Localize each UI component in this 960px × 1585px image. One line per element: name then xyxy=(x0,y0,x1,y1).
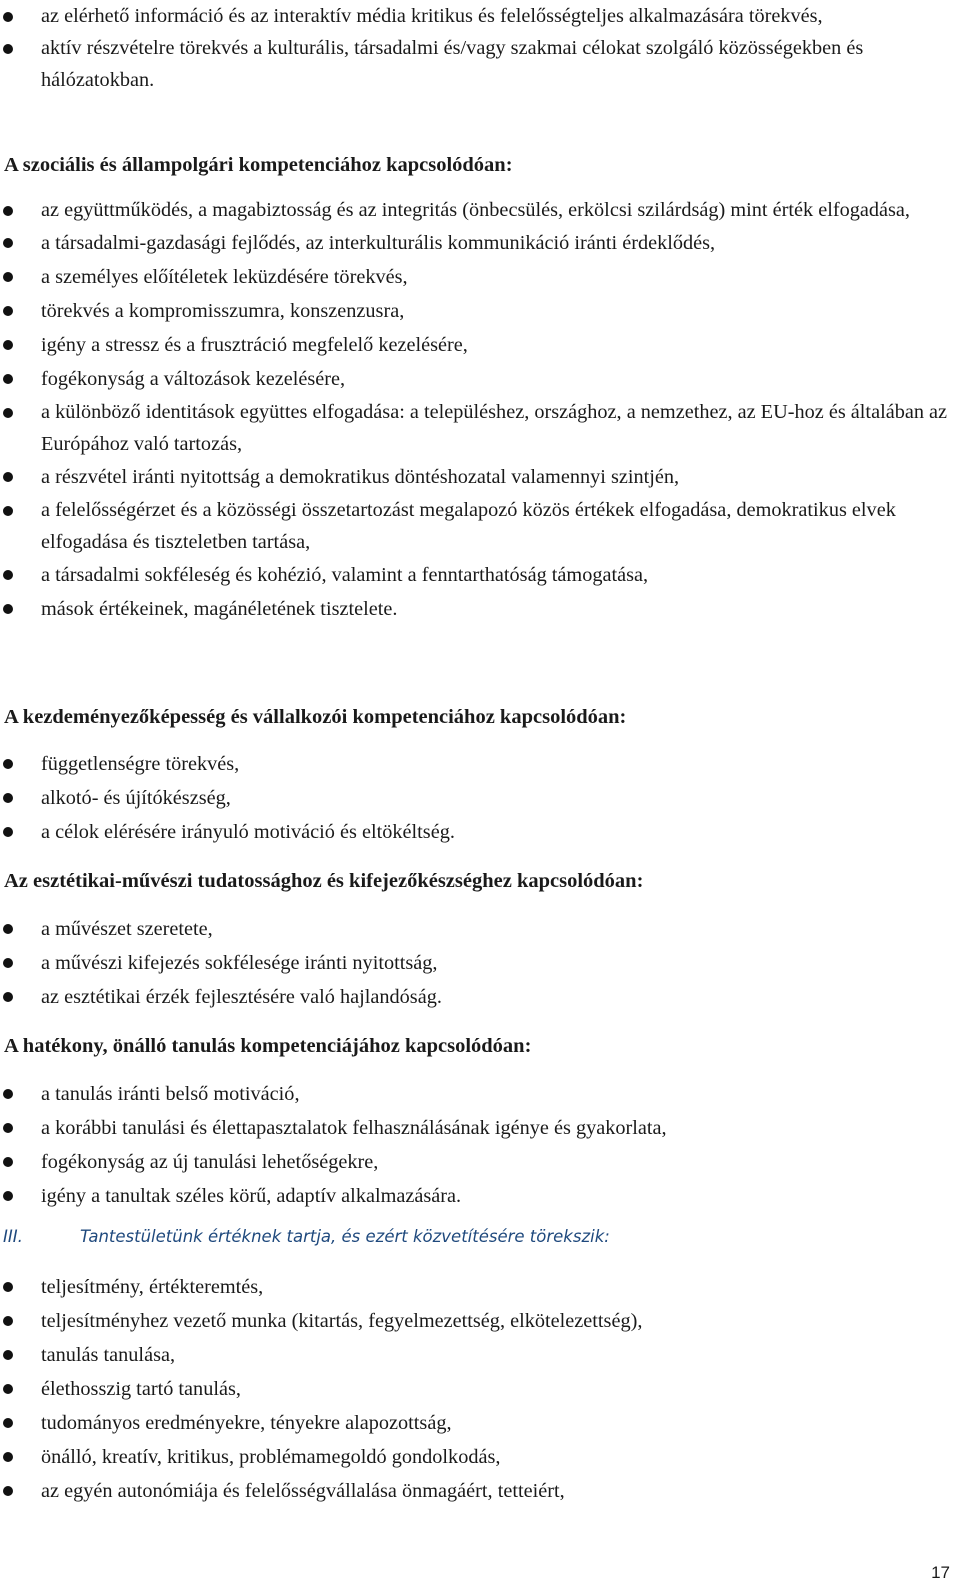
list-item: fogékonyság az új tanulási lehetőségekre, xyxy=(0,1145,960,1179)
list-item: a részvétel iránti nyitottság a demokratikus döntéshozatal valamennyi szintjén, xyxy=(0,460,960,494)
list-item: tanulás tanulása, xyxy=(0,1338,960,1372)
bullet-icon xyxy=(3,1384,13,1394)
list-item: teljesítményhez vezető munka (kitartás, fegyelmezettség, elkötelezettség), xyxy=(0,1304,960,1338)
list-item: önálló, kreatív, kritikus, problémamegoldó gondolkodás, xyxy=(0,1440,960,1474)
list-item: teljesítmény, értékteremtés, xyxy=(0,1270,960,1304)
bullet-icon xyxy=(3,1089,13,1099)
bullet-icon xyxy=(3,1157,13,1167)
bullet-icon xyxy=(3,1282,13,1292)
section-heading-aesthetic: Az esztétikai-művészi tudatossághoz és kifejezőkészséghez kapcsolódóan: xyxy=(4,870,644,892)
list-item: a személyes előítéletek leküzdésére törekvés, xyxy=(0,260,960,294)
list-item: a felelősségérzet és a közösségi összetartozást megalapozó közös értékek elfogadása, demokratikus elvek elfogadása és tiszteletben tartása, xyxy=(0,494,960,558)
section-number: III. xyxy=(3,1227,23,1246)
list-item: a művészet szeretete, xyxy=(0,912,960,946)
bullet-icon xyxy=(3,958,13,968)
bullet-icon xyxy=(3,1316,13,1326)
bullet-icon xyxy=(3,206,13,216)
bullet-icon xyxy=(3,238,13,248)
list-item: az egyén autonómiája és felelősségvállalása önmagáért, tetteiért, xyxy=(0,1474,960,1508)
list-item: tudományos eredményekre, tényekre alapozottság, xyxy=(0,1406,960,1440)
list-item: törekvés a kompromisszumra, konszenzusra, xyxy=(0,294,960,328)
bullet-icon xyxy=(3,374,13,384)
bullet-icon xyxy=(3,272,13,282)
list-item: az együttműködés, a magabiztosság és az integritás (önbecsülés, erkölcsi szilárdság) mint érték elfogadása, xyxy=(0,194,960,226)
section-heading-values xyxy=(0,1222,960,1252)
bullet-icon xyxy=(3,793,13,803)
bullet-icon xyxy=(3,924,13,934)
section-heading-social: A szociális és állampolgári kompetenciához kapcsolódóan: xyxy=(4,154,513,176)
list-item: a társadalmi-gazdasági fejlődés, az interkulturális kommunikáció iránti érdeklődés, xyxy=(0,226,960,260)
list-item: a művészi kifejezés sokfélesége iránti nyitottság, xyxy=(0,946,960,980)
bullet-icon xyxy=(3,1452,13,1462)
bullet-icon xyxy=(3,1350,13,1360)
bullet-icon xyxy=(3,506,13,516)
list-item: az elérhető információ és az interaktív média kritikus és felelősségteljes alkalmazására törekvés, xyxy=(0,0,960,32)
section-heading-initiative: A kezdeményezőképesség és vállalkozói kompetenciához kapcsolódóan: xyxy=(4,706,627,728)
section-title: Tantestületünk értéknek tartja, és ezért közvetítésére törekszik: xyxy=(80,1227,610,1246)
list-item: függetlenségre törekvés, xyxy=(0,747,960,781)
list-item: fogékonyság a változások kezelésére, xyxy=(0,362,960,396)
page-number: 17 xyxy=(931,1563,950,1582)
list-item: mások értékeinek, magánéletének tisztelete. xyxy=(0,592,960,626)
bullet-icon xyxy=(3,1123,13,1133)
list-item: a különböző identitások együttes elfogadása: a településhez, országhoz, a nemzethez, az EU-hoz és általában az Európához való tartozás, xyxy=(0,396,960,460)
bullet-icon xyxy=(3,408,13,418)
bullet-list-initiative xyxy=(0,747,960,849)
bullet-icon xyxy=(3,759,13,769)
bullet-list-learning xyxy=(0,1077,960,1213)
bullet-icon xyxy=(3,306,13,316)
bullet-icon xyxy=(3,340,13,350)
bullet-icon xyxy=(3,12,13,22)
bullet-icon xyxy=(3,1418,13,1428)
bullet-icon xyxy=(3,827,13,837)
bullet-list-aesthetic xyxy=(0,912,960,1014)
section-heading-learning: A hatékony, önálló tanulás kompetenciájához kapcsolódóan: xyxy=(4,1035,532,1057)
list-item: élethosszig tartó tanulás, xyxy=(0,1372,960,1406)
bullet-icon xyxy=(3,604,13,614)
list-item: a korábbi tanulási és élettapasztalatok felhasználásának igénye és gyakorlata, xyxy=(0,1111,960,1145)
list-item: igény a tanultak széles körű, adaptív alkalmazására. xyxy=(0,1179,960,1213)
list-item: a társadalmi sokféleség és kohézió, valamint a fenntarthatóság támogatása, xyxy=(0,558,960,592)
bullet-list-top xyxy=(0,0,960,96)
list-item: igény a stressz és a frusztráció megfelelő kezelésére, xyxy=(0,328,960,362)
bullet-icon xyxy=(3,992,13,1002)
bullet-list-social xyxy=(0,194,960,626)
list-item: a célok elérésére irányuló motiváció és eltökéltség. xyxy=(0,815,960,849)
bullet-list-values xyxy=(0,1270,960,1508)
bullet-icon xyxy=(3,44,13,54)
bullet-icon xyxy=(3,1191,13,1201)
bullet-icon xyxy=(3,1486,13,1496)
bullet-icon xyxy=(3,570,13,580)
list-item: aktív részvételre törekvés a kulturális, társadalmi és/vagy szakmai célokat szolgáló közösségekben és hálózatokban. xyxy=(0,32,960,96)
bullet-icon xyxy=(3,472,13,482)
list-item: alkotó- és újítókészség, xyxy=(0,781,960,815)
list-item: az esztétikai érzék fejlesztésére való hajlandóság. xyxy=(0,980,960,1014)
list-item: a tanulás iránti belső motiváció, xyxy=(0,1077,960,1111)
